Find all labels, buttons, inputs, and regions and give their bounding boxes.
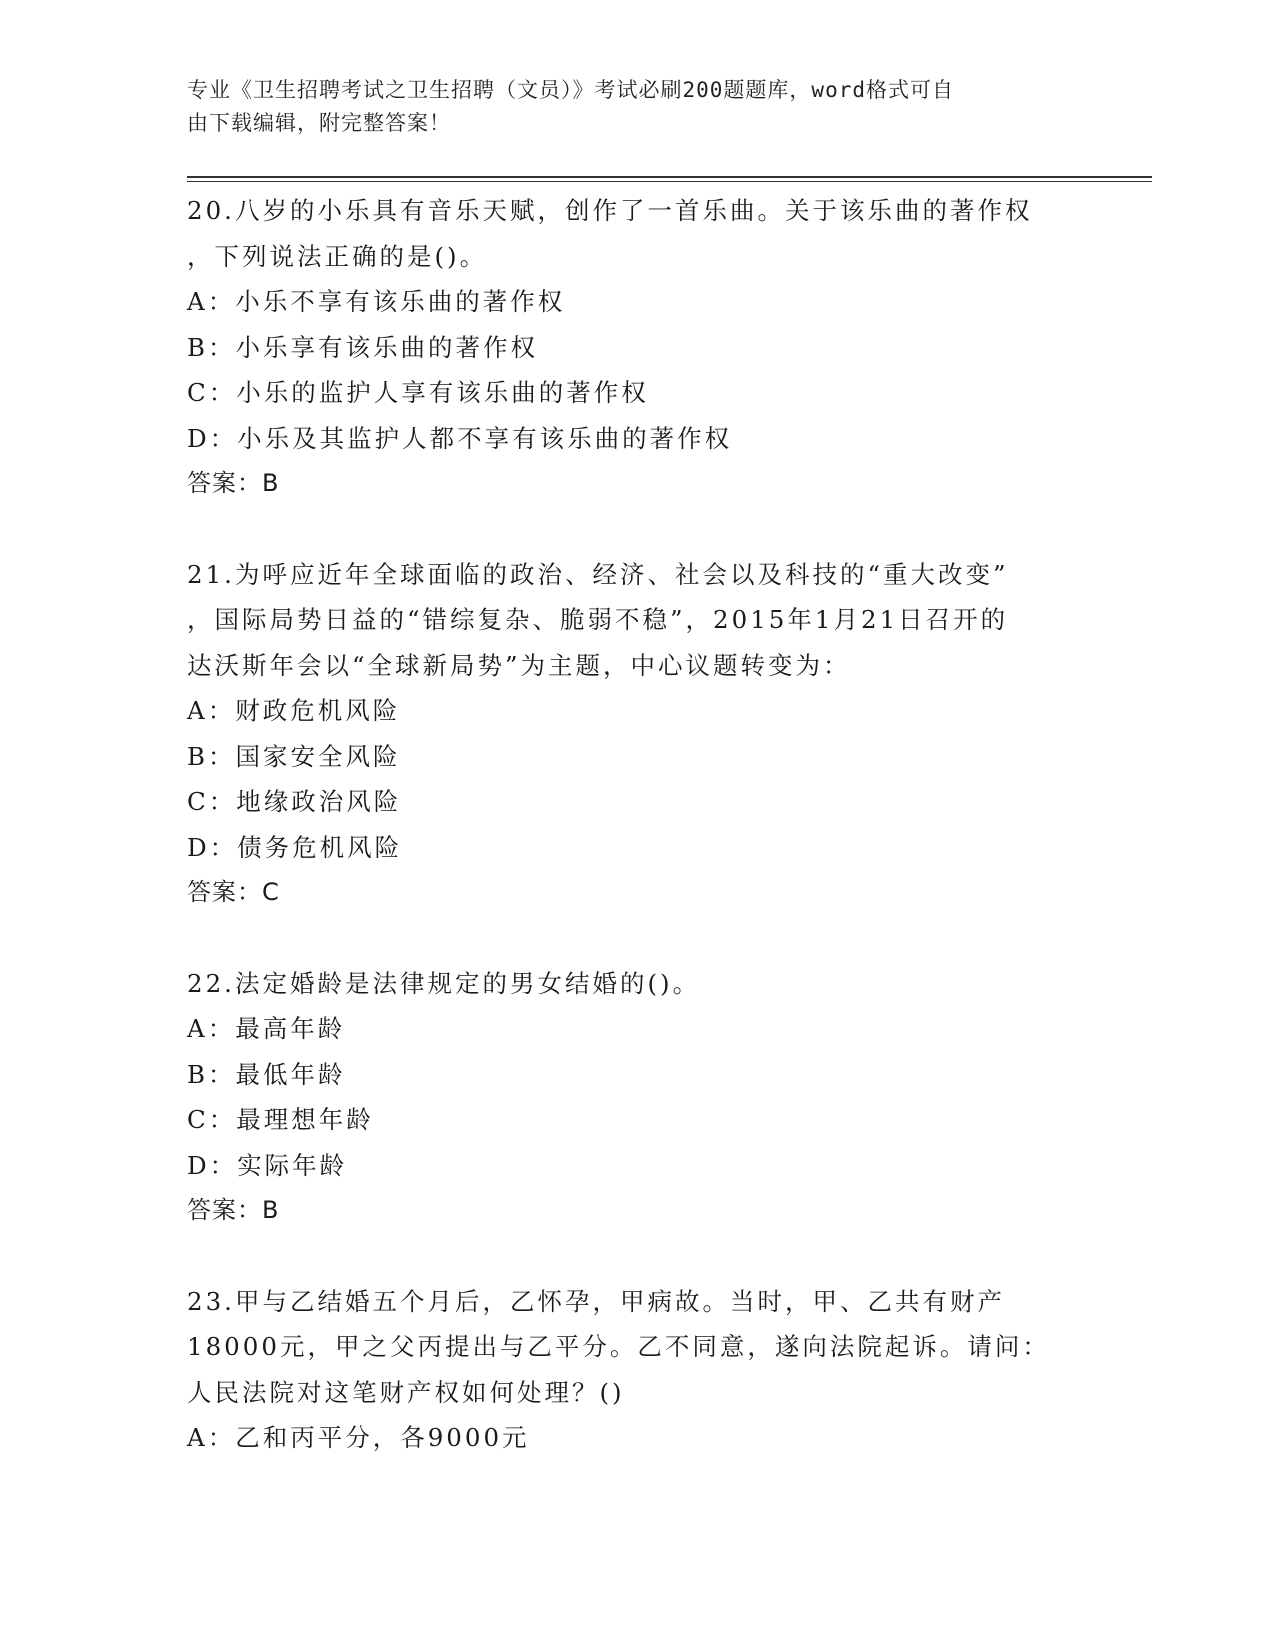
option-d: D：债务危机风险	[187, 832, 403, 862]
answer: 答案：B	[187, 1196, 280, 1224]
question-spacer	[187, 1234, 1087, 1279]
question-22	[187, 961, 1087, 1234]
question-21	[187, 552, 1087, 916]
option-c: C：最理想年龄	[187, 1105, 374, 1134]
question-spacer	[187, 916, 1087, 961]
option-c: C：小乐的监护人享有该乐曲的著作权	[187, 378, 649, 407]
answer: 答案：B	[187, 469, 280, 497]
option-a: A：小乐不享有该乐曲的著作权	[187, 287, 566, 316]
question-text: 达沃斯年会以“全球新局势”为主题，中心议题转变为：	[187, 650, 851, 680]
option-b: B：小乐享有该乐曲的著作权	[187, 332, 539, 362]
document-header	[187, 74, 1077, 140]
option-b: B：最低年龄	[187, 1059, 346, 1089]
header-line-2: 由下载编辑，附完整答案！	[187, 111, 451, 135]
question-spacer	[187, 507, 1087, 552]
question-text: ，下列说法正确的是()。	[187, 241, 488, 271]
question-text: ，国际局势日益的“错综复杂、脆弱不稳”，2015年1月21日召开的	[187, 605, 1009, 634]
header-divider-thick	[187, 176, 1152, 178]
option-b: B：国家安全风险	[187, 741, 401, 771]
option-a: A：财政危机风险	[187, 696, 401, 725]
question-list	[187, 188, 1087, 1461]
question-23	[187, 1279, 1087, 1461]
option-a: A：乙和丙平分，各9000元	[187, 1423, 530, 1452]
header-divider-thin	[187, 181, 1152, 182]
question-text: 人民法院对这笔财产权如何处理？()	[187, 1377, 625, 1407]
question-text: 18000元，甲之父丙提出与乙平分。乙不同意，遂向法院起诉。请问：	[187, 1332, 1050, 1361]
question-text: 21.为呼应近年全球面临的政治、经济、社会以及科技的“重大改变”	[187, 559, 1009, 589]
option-d: D：实际年龄	[187, 1150, 348, 1180]
option-d: D：小乐及其监护人都不享有该乐曲的著作权	[187, 423, 733, 453]
option-c: C：地缘政治风险	[187, 787, 402, 816]
question-text: 22.法定婚龄是法律规定的男女结婚的()。	[187, 968, 701, 998]
answer: 答案：C	[187, 878, 280, 906]
question-text: 23.甲与乙结婚五个月后，乙怀孕，甲病故。当时，甲、乙共有财产	[187, 1286, 1005, 1316]
header-line-1: 专业《卫生招聘考试之卫生招聘（文员）》考试必刷200题题库，word格式可自	[187, 78, 954, 102]
option-a: A：最高年龄	[187, 1014, 346, 1043]
question-20	[187, 188, 1087, 507]
question-text: 20.八岁的小乐具有音乐天赋，创作了一首乐曲。关于该乐曲的著作权	[187, 196, 1033, 225]
